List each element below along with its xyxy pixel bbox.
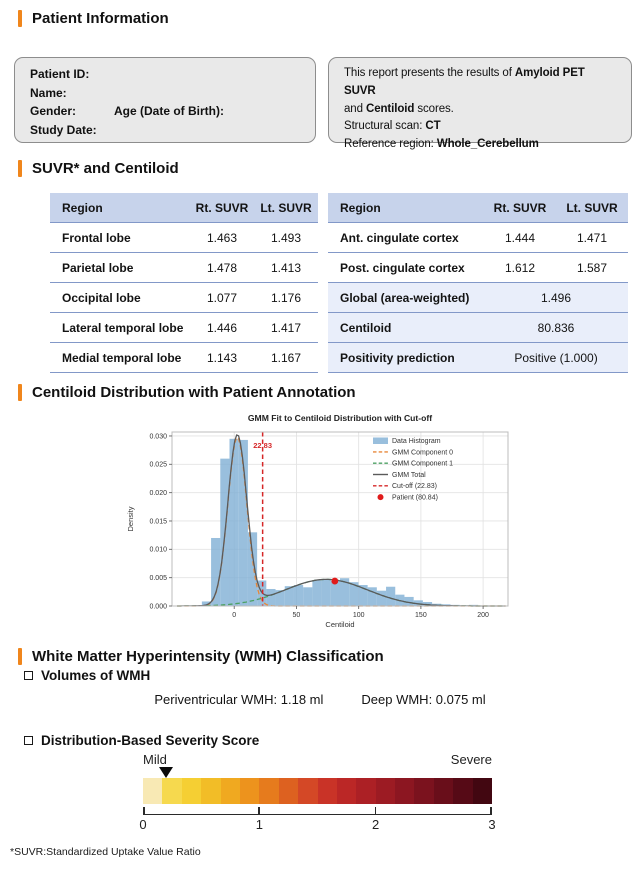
severity-scale-labels [143,752,492,767]
severity-axis-tick-label: 0 [139,817,147,832]
table-row [50,223,318,253]
deep-wmh-value: Deep WMH: 0.075 ml [361,692,486,707]
section-header-suvr-centiloid [18,160,179,177]
wmh-volumes-row [0,692,640,707]
report-bold-text: Amyloid PET SUVR [344,67,585,97]
severity-gradient-segment [395,778,414,804]
severity-gradient-segment [337,778,356,804]
report-text: scores. [414,102,454,115]
report-summary-line1 [344,65,616,101]
suvr-table-right [328,193,628,373]
svg-text:Density: Density [126,506,135,532]
severity-gradient-segment [162,778,181,804]
severity-axis-tick [258,807,260,815]
section-title: Centiloid Distribution with Patient Annotation [32,384,356,401]
accent-bar-icon [18,648,22,665]
reference-region-line [344,136,616,154]
volumes-of-wmh-heading [24,668,150,683]
header-rt-suvr: Rt. SUVR [493,200,547,215]
table-row [50,283,318,313]
svg-text:Data Histogram: Data Histogram [392,438,441,445]
cell-rt: 1.463 [206,230,238,245]
svg-text:50: 50 [292,612,301,619]
table-row [50,253,318,283]
svg-text:200: 200 [477,612,489,619]
section-title: SUVR* and Centiloid [32,160,179,177]
cell-value: 80.836 [537,320,575,335]
report-text: and [344,102,366,115]
cell-value: 1.496 [540,290,572,305]
table-row-positivity [328,343,628,373]
severity-gradient-bar [143,778,492,804]
accent-bar-icon [18,10,22,27]
section-title: White Matter Hyperintensity (WMH) Classification [32,648,384,665]
severity-gradient-segment [259,778,278,804]
severity-score-heading [24,733,259,748]
severe-label: Severe [450,752,492,767]
severity-gradient-segment [240,778,259,804]
svg-text:0.010: 0.010 [149,546,167,554]
severity-axis-tick-label: 2 [372,817,380,832]
structural-scan-line [344,118,616,136]
name-label: Name: [30,85,67,100]
table-header-row [328,193,628,223]
severity-gradient-segment [143,778,162,804]
svg-text:Patient (80.84): Patient (80.84) [392,494,438,502]
cell-region: Parietal lobe [62,260,134,275]
cell-rt: 1.612 [504,260,536,275]
cell-lt: 1.167 [270,350,302,365]
section-header-centiloid-distribution [18,384,356,401]
severity-gradient-segment [279,778,298,804]
patient-info-box [14,57,316,143]
cell-label: Global (area-weighted) [340,290,470,305]
severity-scale-widget [139,752,496,844]
subsection-title: Distribution-Based Severity Score [41,733,260,748]
report-text: This report presents the results of [344,67,515,79]
gmm-centiloid-chart [120,408,520,646]
svg-text:GMM Total: GMM Total [392,471,426,479]
svg-text:0.030: 0.030 [149,433,167,441]
severity-axis-line [143,814,492,815]
report-summary-line2 [344,101,616,119]
cell-rt: 1.446 [206,320,238,335]
table-row-centiloid [328,313,628,343]
svg-text:0: 0 [232,612,237,619]
mild-label: Mild [143,752,167,767]
suvr-footnote: *SUVR:Standardized Uptake Value Ratio [10,846,201,858]
svg-text:Cut-off (22.83): Cut-off (22.83) [392,483,438,491]
header-region: Region [340,200,381,215]
report-bold-text: Centiloid [365,102,415,115]
svg-text:22.83: 22.83 [253,441,273,450]
severity-gradient-segment [356,778,375,804]
table-row [328,253,628,283]
reference-region-value: Whole_Cerebellum [436,138,539,151]
cell-rt: 1.444 [504,230,536,245]
severity-gradient-segment [221,778,240,804]
severity-axis-tick [375,807,377,815]
cell-rt: 1.478 [206,260,238,275]
cell-lt: 1.417 [270,320,302,335]
cell-lt: 1.413 [270,260,302,275]
gender-label: Gender: [30,104,77,119]
svg-text:GMM Fit to Centiloid Distribut: GMM Fit to Centiloid Distribution with Cut-off [247,413,433,423]
header-region: Region [62,200,103,215]
severity-gradient-segment [298,778,317,804]
severity-marker-icon [159,767,173,778]
severity-axis-tick [143,807,145,815]
severity-gradient-segment [318,778,337,804]
severity-gradient-segment [201,778,220,804]
age-label: Age (Date of Birth): [114,104,224,119]
cell-lt: 1.471 [576,230,608,245]
svg-text:0.000: 0.000 [149,603,167,611]
severity-axis [139,814,496,844]
report-summary-box [328,57,632,151]
table-row [328,223,628,253]
severity-axis-tick-label: 1 [255,817,263,832]
severity-gradient-segment [453,778,472,804]
cell-lt: 1.587 [576,260,608,275]
svg-text:GMM Component 0: GMM Component 0 [392,449,454,457]
table-row-global [328,283,628,313]
cell-region: Ant. cingulate cortex [340,230,459,245]
suvr-table-left [50,193,318,373]
severity-gradient-segment [434,778,453,804]
severity-gradient-segment [376,778,395,804]
svg-text:150: 150 [415,612,427,619]
study-date-label: Study Date: [30,122,97,137]
patient-id-label: Patient ID: [30,67,90,81]
checkbox-icon [24,671,33,680]
accent-bar-icon [18,384,22,401]
cell-region: Medial temporal lobe [62,350,182,365]
table-header-row [50,193,318,223]
accent-bar-icon [18,160,22,177]
severity-gradient-segment [473,778,492,804]
cell-label: Centiloid [340,320,392,335]
section-header-patient-information [18,10,169,27]
reference-region-label: Reference region: [344,138,437,151]
severity-axis-tick [490,807,492,815]
cell-lt: 1.176 [270,290,302,305]
cell-region: Post. cingulate cortex [340,260,465,275]
cell-region: Lateral temporal lobe [62,320,184,335]
severity-axis-tick-label: 3 [488,817,496,832]
header-rt-suvr: Rt. SUVR [195,200,249,215]
structural-scan-label: Structural scan: [344,120,426,133]
table-row [50,313,318,343]
cell-lt: 1.493 [270,230,302,245]
svg-text:0.005: 0.005 [149,575,167,583]
cell-rt: 1.077 [206,290,238,305]
svg-text:GMM Component 1: GMM Component 1 [392,460,454,468]
checkbox-icon [24,736,33,745]
header-lt-suvr: Lt. SUVR [260,200,312,215]
cell-label: Positivity prediction [340,350,455,365]
periventricular-wmh-value: Periventricular WMH: 1.18 ml [154,692,324,707]
header-lt-suvr: Lt. SUVR [566,200,618,215]
severity-gradient-segment [182,778,201,804]
cell-region: Occipital lobe [62,290,141,305]
severity-gradient-segment [414,778,433,804]
structural-scan-value: CT [425,120,441,133]
svg-text:0.025: 0.025 [149,461,167,469]
svg-text:0.020: 0.020 [149,490,167,498]
svg-text:100: 100 [352,612,365,619]
cell-value: Positive (1.000) [514,350,598,365]
cell-region: Frontal lobe [62,230,131,245]
cell-rt: 1.143 [206,350,238,365]
table-row [50,343,318,373]
gender-age-line [30,102,300,121]
severity-marker-row [143,767,492,778]
section-title: Patient Information [32,10,169,27]
subsection-title: Volumes of WMH [41,668,151,683]
svg-text:0.015: 0.015 [149,518,167,526]
svg-text:Centiloid: Centiloid [325,620,355,629]
section-header-wmh [18,648,384,665]
